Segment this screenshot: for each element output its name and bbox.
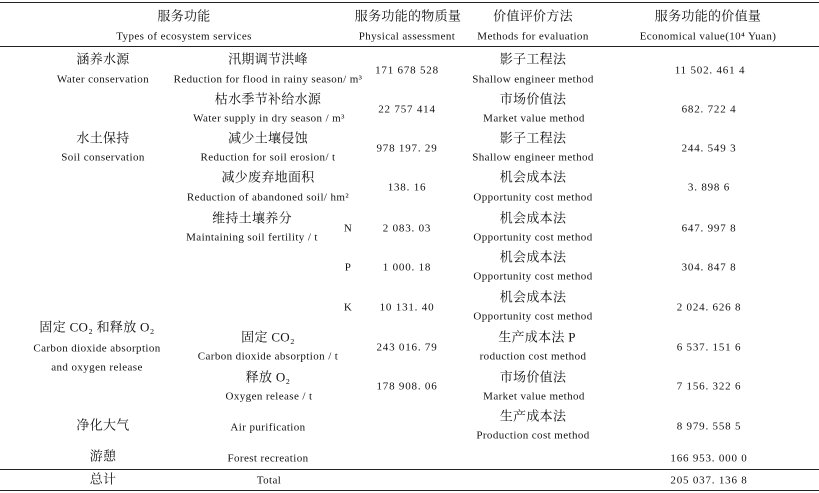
table-total-rule [0, 469, 819, 470]
category-label-cn: 游憩 [89, 448, 117, 464]
service-name-cn: 枯水季节补给水源 [214, 91, 322, 107]
valuation-method-cn: 机会成本法 [499, 289, 567, 305]
header-physical-cn: 服务功能的物质量 [354, 8, 462, 24]
valuation-method-cn: 市场价值法 [499, 369, 567, 385]
economic-value: 682. 722 4 [681, 103, 737, 116]
physical-quantity: 1 000. 18 [382, 261, 432, 274]
service-name-en: Maintaining soil fertility / t [186, 231, 318, 244]
total-economic-value: 205 037. 136 8 [670, 474, 748, 487]
service-name-en: Water supply in dry season / m³ [193, 112, 345, 125]
valuation-method-cn: 生产成本法 P [498, 329, 576, 345]
economic-value: 7 156. 322 6 [676, 380, 742, 393]
table-bottom-rule [0, 490, 819, 491]
service-name-en: Carbon dioxide absorption / t [197, 350, 339, 363]
header-method-cn: 价值评价方法 [493, 8, 573, 24]
nutrient-label: K [343, 301, 353, 314]
header-service-type-cn: 服务功能 [157, 8, 211, 24]
service-name-cn: 释放 O₂ [245, 369, 291, 385]
table-top-rule [0, 2, 819, 3]
category-label-cn: 净化大气 [76, 417, 130, 433]
valuation-method-en: Opportunity cost method [473, 310, 593, 323]
valuation-method-en: Shallow engineer method [472, 73, 594, 86]
category-label-en: Water conservation [56, 73, 150, 86]
nutrient-label: N [343, 222, 353, 235]
service-name-en: Oxygen release / t [225, 390, 313, 403]
economic-value: 304. 847 8 [681, 261, 737, 274]
nutrient-label: P [344, 261, 352, 274]
valuation-method-en: Opportunity cost method [473, 270, 593, 283]
table-header-rule [0, 46, 819, 47]
service-name-en: Reduction for soil erosion/ t [200, 151, 336, 164]
valuation-method-en: Opportunity cost method [473, 231, 593, 244]
header-value-en: Economical value(10⁴ Yuan) [639, 30, 777, 43]
physical-quantity: 171 678 528 [375, 64, 439, 77]
category-label-cn: 总计 [89, 471, 117, 487]
category-label-en: Carbon dioxide absorption [33, 342, 161, 355]
valuation-method-cn: 市场价值法 [499, 91, 567, 107]
service-name-cn: 维持土壤养分 [212, 210, 292, 226]
economic-value: 647. 997 8 [681, 222, 737, 235]
header-value-cn: 服务功能的价值量 [654, 8, 762, 24]
header-method-en: Methods for evaluation [477, 30, 589, 43]
economic-value: 11 502. 461 4 [674, 64, 746, 77]
valuation-method-en: Market value method [483, 112, 585, 125]
valuation-method-cn: 机会成本法 [499, 210, 567, 226]
physical-quantity: 22 757 414 [378, 103, 436, 116]
category-label-cn: 固定 CO₂ 和释放 O₂ [39, 319, 155, 335]
physical-quantity: 138. 16 [387, 181, 427, 194]
valuation-method-en: Market value method [483, 390, 585, 403]
service-name-cn: 减少废弃地面积 [221, 169, 315, 185]
valuation-method-en: Production cost method [476, 429, 590, 442]
economic-value: 244. 549 3 [681, 142, 737, 155]
valuation-method-en: Shallow engineer method [472, 151, 594, 164]
valuation-method-cn: 影子工程法 [499, 130, 567, 146]
total-label-en: Total [256, 474, 282, 487]
valuation-method-cn: 影子工程法 [499, 51, 567, 67]
valuation-method-cn: 生产成本法 [499, 408, 567, 424]
economic-value: 166 953. 000 0 [670, 452, 748, 465]
service-name-en: Forest recreation [227, 452, 309, 465]
category-label-en: and oxygen release [51, 361, 143, 374]
service-name-cn: 减少土壤侵蚀 [228, 130, 308, 146]
economic-value: 3. 898 6 [687, 181, 731, 194]
physical-quantity: 243 016. 79 [376, 341, 438, 354]
service-name-cn: 固定 CO₂ [241, 329, 295, 345]
economic-value: 2 024. 626 8 [676, 301, 742, 314]
service-name-cn: 汛期调节洪峰 [228, 51, 308, 67]
service-name-en: Air purification [230, 421, 306, 434]
physical-quantity: 2 083. 03 [382, 222, 432, 235]
category-label-cn: 水土保持 [76, 130, 130, 146]
physical-quantity: 10 131. 40 [379, 301, 435, 314]
valuation-method-en: Opportunity cost method [473, 191, 593, 204]
header-service-type-en: Types of ecosystem services [116, 30, 252, 43]
valuation-method-en: roduction cost method [479, 350, 587, 363]
service-name-en: Reduction for flood in rainy season/ m³ [173, 73, 363, 86]
physical-quantity: 178 908. 06 [376, 380, 438, 393]
service-name-en: Reduction of abandoned soil/ hm² [186, 191, 350, 204]
category-label-en: Soil conservation [61, 151, 145, 164]
physical-quantity: 978 197. 29 [376, 142, 438, 155]
economic-value: 6 537. 151 6 [676, 341, 742, 354]
valuation-method-cn: 机会成本法 [499, 249, 567, 265]
category-label-cn: 涵养水源 [76, 51, 130, 67]
valuation-method-cn: 机会成本法 [499, 169, 567, 185]
economic-value: 8 979. 558 5 [676, 420, 742, 433]
header-physical-en: Physical assessment [358, 30, 456, 43]
